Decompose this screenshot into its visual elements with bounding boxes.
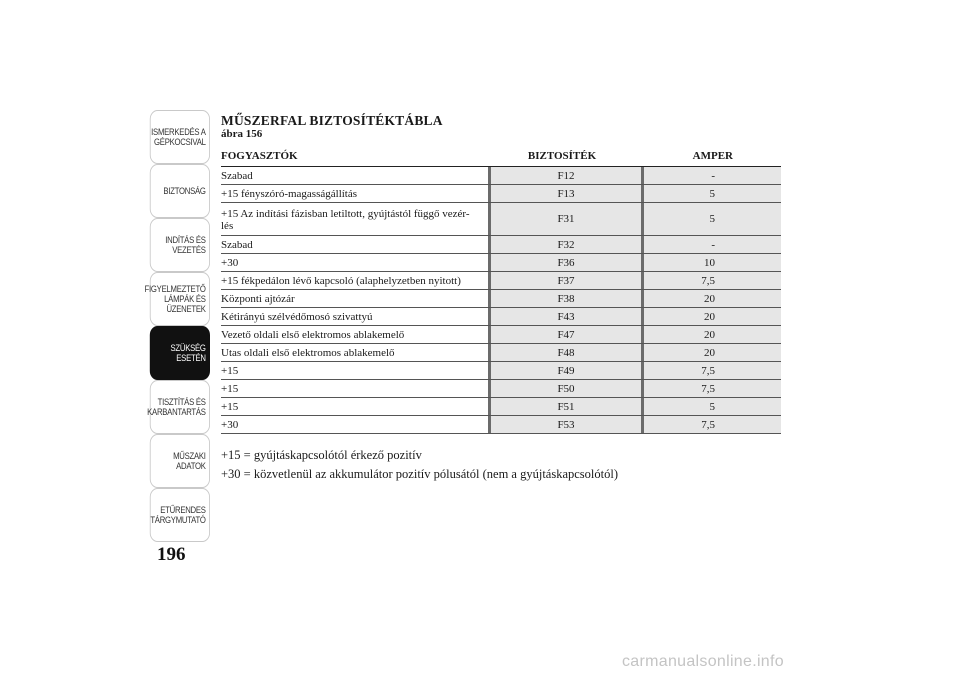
consumer-cell: +15 Az indítási fázisban letiltott, gyújtástól függő vezér-lés bbox=[221, 207, 470, 232]
amper-cell: 7,5 bbox=[641, 362, 781, 379]
consumer-cell: +30 bbox=[221, 257, 239, 269]
table-row bbox=[221, 326, 781, 344]
table-row bbox=[221, 380, 781, 398]
header-amper: AMPER bbox=[692, 150, 733, 162]
chapter-tabs bbox=[140, 110, 210, 542]
consumer-cell: Szabad bbox=[221, 170, 253, 182]
fuse-cell: F31 bbox=[488, 203, 641, 235]
fuse-cell: F50 bbox=[488, 380, 641, 397]
amper-cell: 7,5 bbox=[641, 380, 781, 397]
chapter-tab-2[interactable] bbox=[150, 218, 210, 272]
chapter-tab-6[interactable] bbox=[150, 434, 210, 488]
consumer-cell: +30 bbox=[221, 419, 239, 431]
chapter-tab-4[interactable] bbox=[150, 326, 210, 380]
chapter-tab-label: ISMERKEDÉS A GÉPKOCSIVAL bbox=[151, 127, 206, 147]
table-row bbox=[221, 254, 781, 272]
chapter-tab-label: TISZTÍTÁS ÉS KARBANTARTÁS bbox=[147, 397, 206, 417]
fuse-cell: F51 bbox=[488, 398, 641, 415]
chapter-tab-7[interactable] bbox=[150, 488, 210, 542]
fuse-cell: F13 bbox=[488, 185, 641, 202]
chapter-tab-label: ETŰRENDES TÁRGYMUTATÓ bbox=[150, 505, 206, 525]
fuse-table-section bbox=[221, 113, 781, 484]
fuse-cell: F49 bbox=[488, 362, 641, 379]
fuse-table-body bbox=[221, 167, 781, 434]
table-row bbox=[221, 185, 781, 203]
table-row bbox=[221, 290, 781, 308]
chapter-tab-0[interactable] bbox=[150, 110, 210, 164]
chapter-tab-label: FIGYELMEZTETŐ LÁMPÁK ÉS ÜZENETEK bbox=[144, 284, 206, 314]
table-row bbox=[221, 203, 781, 236]
watermark: carmanualsonline.info bbox=[622, 653, 784, 670]
consumer-cell: +15 bbox=[221, 401, 239, 413]
figure-reference: ábra 156 bbox=[221, 128, 263, 140]
table-row bbox=[221, 362, 781, 380]
amper-cell: 20 bbox=[641, 344, 781, 361]
chapter-tab-label: SZÜKSÉG ESETÉN bbox=[170, 343, 206, 363]
consumer-cell: Központi ajtózár bbox=[221, 293, 295, 305]
amper-cell: 5 bbox=[641, 203, 781, 235]
amper-cell: 5 bbox=[641, 185, 781, 202]
table-row bbox=[221, 236, 781, 254]
consumer-cell: Kétirányú szélvédőmosó szivattyú bbox=[221, 311, 373, 323]
header-consumers: FOGYASZTÓK bbox=[221, 150, 298, 162]
header-fuse: BIZTOSÍTÉK bbox=[527, 150, 597, 162]
consumer-cell: +15 bbox=[221, 365, 239, 377]
note-plus15: +15 = gyújtáskapcsolótól érkező pozitív bbox=[221, 448, 422, 462]
amper-cell: 10 bbox=[641, 254, 781, 271]
amper-cell: 7,5 bbox=[641, 272, 781, 289]
chapter-tab-label: INDÍTÁS ÉS VEZETÉS bbox=[165, 235, 206, 255]
table-row bbox=[221, 272, 781, 290]
fuse-cell: F53 bbox=[488, 416, 641, 433]
table-row bbox=[221, 398, 781, 416]
amper-cell: - bbox=[641, 167, 781, 184]
fuse-cell: F37 bbox=[488, 272, 641, 289]
amper-cell: 7,5 bbox=[641, 416, 781, 433]
fuse-cell: F38 bbox=[488, 290, 641, 307]
table-header bbox=[221, 146, 781, 167]
table-row bbox=[221, 308, 781, 326]
amper-cell: 20 bbox=[641, 326, 781, 343]
fuse-cell: F32 bbox=[488, 236, 641, 253]
amper-cell: 20 bbox=[641, 290, 781, 307]
amper-cell: - bbox=[641, 236, 781, 253]
table-row bbox=[221, 167, 781, 185]
fuse-cell: F48 bbox=[488, 344, 641, 361]
chapter-tab-1[interactable] bbox=[150, 164, 210, 218]
consumer-cell: Vezető oldali első elektromos ablakemelő bbox=[221, 329, 405, 341]
fuse-cell: F43 bbox=[488, 308, 641, 325]
chapter-tab-5[interactable] bbox=[147, 380, 210, 434]
table-row bbox=[221, 344, 781, 362]
chapter-tab-label: MŰSZAKI ADATOK bbox=[173, 451, 206, 471]
notes bbox=[221, 446, 781, 484]
consumer-cell: +15 fényszóró-magasságállítás bbox=[221, 188, 358, 200]
chapter-tab-label: BIZTONSÁG bbox=[163, 186, 206, 196]
fuse-cell: F12 bbox=[488, 167, 641, 184]
amper-cell: 5 bbox=[641, 398, 781, 415]
fuse-cell: F47 bbox=[488, 326, 641, 343]
consumer-cell: Szabad bbox=[221, 239, 253, 251]
consumer-cell: +15 fékpedálon lévő kapcsoló (alaphelyzetben nyitott) bbox=[221, 275, 461, 287]
note-plus30: +30 = közvetlenül az akkumulátor pozitív pólusától (nem a gyújtáskapcsolótól) bbox=[221, 467, 618, 481]
page-number: 196 bbox=[157, 544, 186, 565]
consumer-cell: +15 bbox=[221, 383, 239, 395]
consumer-cell: Utas oldali első elektromos ablakemelő bbox=[221, 347, 395, 359]
table-row bbox=[221, 416, 781, 434]
amper-cell: 20 bbox=[641, 308, 781, 325]
page-title: MŰSZERFAL BIZTOSÍTÉKTÁBLA bbox=[221, 113, 443, 128]
fuse-cell: F36 bbox=[488, 254, 641, 271]
chapter-tab-3[interactable] bbox=[144, 272, 210, 326]
